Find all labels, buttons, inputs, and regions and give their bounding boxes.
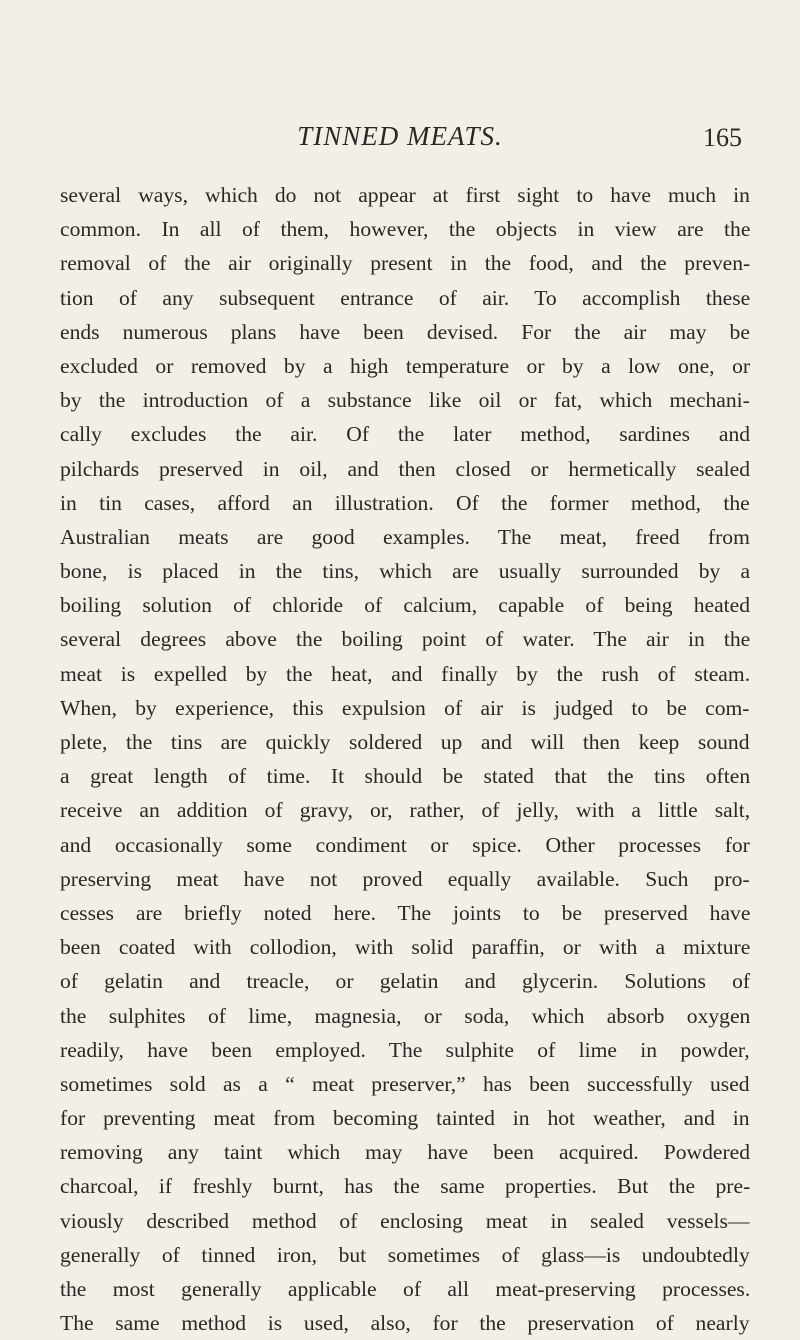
text-line: removing any taint which may have been acquired. Powdered bbox=[60, 1140, 751, 1165]
text-line: removal of the air originally present in the food, and the preven- bbox=[60, 251, 751, 276]
text-line: pilchards preserved in oil, and then closed or hermetically sealed bbox=[60, 456, 751, 481]
page-number: 165 bbox=[703, 123, 742, 152]
text-line: of gelatin and treacle, or gelatin and glycerin. Solutions of bbox=[60, 969, 751, 994]
text-line: several degrees above the boiling point of water. The air in the bbox=[60, 627, 751, 652]
page-header bbox=[60, 121, 740, 161]
text-line: in tin cases, afford an illustration. Of the former method, the bbox=[60, 490, 750, 515]
text-line: plete, the tins are quickly soldered up and will then keep sound bbox=[60, 730, 750, 754]
text-line: generally of tinned iron, but sometimes of glass—is undoubtedly bbox=[60, 1242, 750, 1267]
text-line: the sulphites of lime, magnesia, or soda, which absorb oxygen bbox=[60, 1003, 751, 1028]
text-line: a great length of time. It should be stated that the tins often bbox=[60, 764, 751, 789]
text-line: several ways, which do not appear at first sight to have much in bbox=[60, 183, 750, 207]
text-line: tion of any subsequent entrance of air. To accomplish these bbox=[60, 285, 751, 310]
text-line: viously described method of enclosing meat in sealed vessels— bbox=[60, 1208, 750, 1233]
text-line: excluded or removed by a high temperature or by a low one, or bbox=[60, 353, 751, 378]
text-line: The same method is used, also, for the preservation of nearly bbox=[60, 1311, 750, 1336]
text-line: ends numerous plans have been devised. For the air may be bbox=[60, 319, 750, 344]
text-line: boiling solution of chloride of calcium, capable of being heated bbox=[60, 593, 751, 618]
running-title: TINNED MEATS. bbox=[297, 121, 503, 151]
text-line: receive an addition of gravy, or, rather, of jelly, with a little salt, bbox=[60, 798, 751, 823]
text-line: the most generally applicable of all meat-preserving processes. bbox=[60, 1277, 751, 1301]
text-line: cesses are briefly noted here. The joints to be preserved have bbox=[60, 900, 751, 925]
text-line: readily, have been employed. The sulphite of lime in powder, bbox=[60, 1037, 750, 1062]
body-text bbox=[60, 178, 750, 1340]
text-line: bone, is placed in the tins, which are usually surrounded by a bbox=[60, 559, 751, 584]
text-line: sometimes sold as a “ meat preserver,” has been successfully used bbox=[60, 1071, 750, 1096]
text-line: been coated with collodion, with solid paraffin, or with a mixture bbox=[60, 935, 751, 960]
text-line: Australian meats are good examples. The meat, freed from bbox=[60, 524, 750, 549]
text-line: and occasionally some condiment or spice. Other processes for bbox=[60, 832, 750, 857]
text-line: by the introduction of a substance like oil or fat, which mechani- bbox=[60, 388, 750, 413]
text-line: charcoal, if freshly burnt, has the same properties. But the pre- bbox=[60, 1174, 751, 1199]
text-line: for preventing meat from becoming tainted in hot weather, and in bbox=[60, 1106, 750, 1131]
text-line: preserving meat have not proved equally available. Such pro- bbox=[60, 866, 750, 891]
text-line: When, by experience, this expulsion of air is judged to be com- bbox=[60, 695, 750, 720]
text-line: cally excludes the air. Of the later method, sardines and bbox=[60, 422, 751, 447]
text-line: common. In all of them, however, the objects in view are the bbox=[60, 217, 751, 242]
text-line: meat is expelled by the heat, and finally by the rush of steam. bbox=[60, 661, 751, 686]
